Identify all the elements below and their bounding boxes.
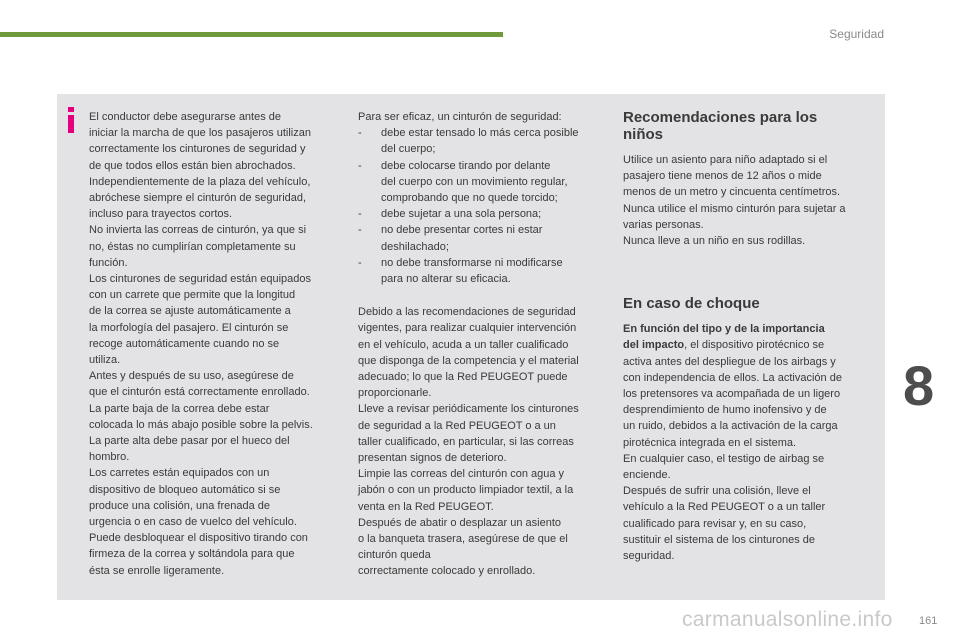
list-item: - debe estar tensado lo más cerca posible del cuerpo; <box>358 127 579 156</box>
col1-line: que el cinturón está correctamente enrollado. <box>89 386 310 399</box>
col3-line: En cualquier caso, el testigo de airbag se <box>623 452 825 465</box>
col2-line: cinturón queda <box>358 549 431 562</box>
col2-line: Debido a las recomendaciones de seguridad <box>358 306 576 319</box>
col3-line: menos de un metro y cincuenta centímetros. <box>623 186 841 199</box>
col1-line: Independientemente de la plaza del vehículo, <box>89 175 311 188</box>
col1-line: de que todos ellos están bien abrochados. <box>89 159 296 172</box>
col2-line: taller cualificado, en particular, si las correas <box>358 435 574 448</box>
col3-line: vehículo a la Red PEUGEOT o a un taller <box>623 501 826 514</box>
chapter-number: 8 <box>903 354 935 417</box>
belt-requirements-intro: Para ser eficaz, un cinturón de seguridad: <box>358 111 562 123</box>
col1-line: hombro. <box>89 451 130 464</box>
col2-line: que disponga de la competencia y el material <box>358 354 579 367</box>
col3-line: Después de sufrir una colisión, lleve el <box>623 485 811 498</box>
col1-line: urgencia o en caso de vuelco del vehículo. <box>89 516 297 529</box>
list-item: - no debe presentar cortes ni estar deshilachado; <box>358 224 543 253</box>
col1-line: iniciar la marcha de que los pasajeros utilizan <box>89 127 311 140</box>
col1-line: de la correa se ajuste automáticamente a <box>89 305 291 318</box>
col2-line: o la banqueta trasera, asegúrese de que el <box>358 533 568 546</box>
col3-line: seguridad. <box>623 550 675 563</box>
page-number: 161 <box>919 615 938 627</box>
col1-line: Puede desbloquear el dispositivo tirando con <box>89 532 308 545</box>
col2-line: Después de abatir o desplazar un asiento <box>358 516 562 529</box>
col3-line: pasajero tiene menos de 12 años o mide <box>623 170 822 183</box>
col1-line: No invierta las correas de cinturón, ya que si <box>89 224 307 237</box>
col2-line: de seguridad a la Red PEUGEOT o a un <box>358 419 556 432</box>
col3-line: un ruido, debidos a la activación de la carga <box>623 420 838 433</box>
col1-line: incluso para trayectos cortos. <box>89 208 233 221</box>
col1-line: con un carrete que permite que la longitud <box>89 289 296 302</box>
col1-line: Los carretes están equipados con un <box>89 467 270 480</box>
col2-line: vigentes, para realizar cualquier intervención <box>358 322 577 335</box>
col1-line: la morfología del pasajero. El cinturón se <box>89 321 289 334</box>
heading-child-recommendations: Recomendaciones para los niños <box>623 109 818 143</box>
col3-line: En función del tipo y de la importancia <box>623 323 825 336</box>
col3-line: sustituir el sistema de los cinturones de <box>623 533 815 546</box>
col1-line: abróchese siempre el cinturón de seguridad, <box>89 192 307 205</box>
col3-line: pirotécnica integrada en el sistema. <box>623 436 797 449</box>
col1-line: recoge automáticamente cuando no se <box>89 337 280 350</box>
col1-line: colocada lo más abajo posible sobre la pelvis. <box>89 418 313 431</box>
column-2-text <box>358 109 612 580</box>
list-item: - no debe transformarse ni modificarse para no alterar su eficacia. <box>358 256 563 286</box>
section-title: Seguridad <box>829 27 884 41</box>
column-1-text <box>89 109 351 579</box>
col1-line: Antes y después de su uso, asegúrese de <box>89 370 294 383</box>
col3-line: del impacto, el dispositivo pirotécnico se <box>623 339 825 352</box>
col1-line: utiliza. <box>89 354 121 367</box>
col2-line: proporcionarle. <box>358 387 432 400</box>
list-item: - debe sujetar a una sola persona; <box>358 208 542 221</box>
col3-line: cualificado para revisar y, en su caso, <box>623 517 807 530</box>
col1-line: ésta se enrolle ligeramente. <box>89 564 225 577</box>
header-accent-bar <box>0 32 503 37</box>
col1-line: correctamente los cinturones de seguridad y <box>89 143 306 156</box>
col3-line: varias personas. <box>623 218 704 231</box>
col1-line: firmeza de la correa y soltándola para que <box>89 548 295 561</box>
col3-line: con independencia de ellos. La activación de <box>623 371 842 384</box>
col2-line: Lleve a revisar periódicamente los cinturones <box>358 403 579 416</box>
col1-line: no, éstas no cumplirían completamente su <box>89 240 296 253</box>
col1-line: El conductor debe asegurarse antes de <box>89 111 282 123</box>
col2-line: adecuado; lo que la Red PEUGEOT puede <box>358 371 568 384</box>
watermark: carmanualsonline.info <box>682 608 893 631</box>
col2-line: venta en la Red PEUGEOT. <box>358 500 494 513</box>
col1-line: dispositivo de bloqueo automático si se <box>89 483 281 496</box>
col2-line: jabón o con un producto limpiador textil, a la <box>358 484 574 497</box>
col3-line: Utilice un asiento para niño adaptado si el <box>623 154 828 166</box>
heading-crash: En caso de choque <box>623 295 760 313</box>
col2-line: presentan signos de deterioro. <box>358 452 507 465</box>
col2-line: en el vehículo, acuda a un taller cualificado <box>358 338 569 351</box>
col3-line: desprendimiento de humo inofensivo y de <box>623 404 827 417</box>
col3-line: activa antes del despliegue de los airbags y <box>623 355 836 368</box>
belt-requirements-list <box>358 125 612 287</box>
col3-line: Nunca lleve a un niño en sus rodillas. <box>623 235 806 248</box>
col1-line: Los cinturones de seguridad están equipados <box>89 273 311 286</box>
column-3-text <box>623 109 879 564</box>
col3-line: enciende. <box>623 469 671 482</box>
col1-line: produce una colisión, una frenada de <box>89 499 271 512</box>
col2-line: correctamente colocado y enrollado. <box>358 565 536 578</box>
col1-line: La parte baja de la correa debe estar <box>89 402 270 415</box>
info-icon <box>61 107 81 133</box>
list-item: - debe colocarse tirando por delante del cuerpo con un movimiento regular, comprobando que no quede torcido; <box>358 159 568 205</box>
col3-line: los pretensores va acompañada de un ligero <box>623 388 841 401</box>
col2-line: Limpie las correas del cinturón con agua y <box>358 468 565 481</box>
col1-line: función. <box>89 256 128 269</box>
col3-line: Nunca utilice el mismo cinturón para sujetar a <box>623 202 846 215</box>
col1-line: La parte alta debe pasar por el hueco del <box>89 435 290 448</box>
